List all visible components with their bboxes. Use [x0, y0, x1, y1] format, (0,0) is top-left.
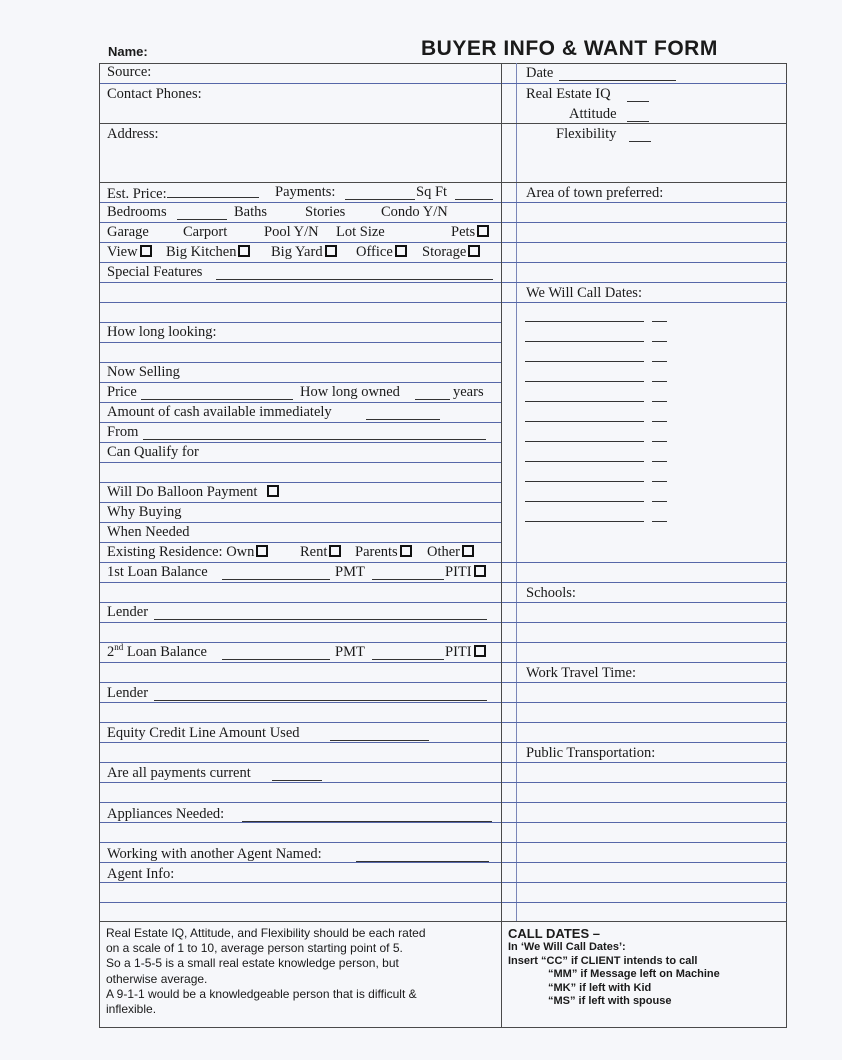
pool-label: Pool Y/N	[264, 224, 319, 240]
view-checkbox[interactable]	[140, 245, 152, 257]
price-label: Price	[107, 384, 137, 400]
rating-instructions	[106, 926, 496, 1017]
right-rule	[502, 762, 787, 763]
first-loan-piti-checkbox[interactable]	[474, 565, 486, 577]
why-buying-label: Why Buying	[107, 504, 182, 520]
parents-option: Parents	[355, 544, 412, 561]
own-option: Existing Residence: Own	[107, 544, 268, 560]
right-rule	[502, 682, 787, 683]
form-title: BUYER INFO & WANT FORM	[421, 37, 718, 60]
call-date-field[interactable]	[525, 421, 644, 422]
name-label: Name:	[108, 44, 148, 59]
call-code-field[interactable]	[652, 421, 667, 422]
right-rule	[502, 602, 787, 603]
balloon-label: Will Do Balloon Payment	[107, 484, 258, 500]
right-rule	[502, 123, 787, 124]
right-rule	[502, 742, 787, 743]
call-code-field[interactable]	[652, 521, 667, 522]
lender-1-field[interactable]	[154, 606, 487, 620]
carport-label: Carport	[183, 224, 228, 240]
left-rule	[100, 422, 501, 423]
right-rule	[502, 182, 787, 183]
call-date-field[interactable]	[525, 361, 644, 362]
left-rule	[100, 382, 501, 383]
left-rule	[100, 762, 501, 763]
left-rule	[100, 482, 501, 483]
years-field[interactable]	[415, 386, 450, 400]
flexibility-label: Flexibility	[556, 126, 617, 142]
garage-row	[107, 224, 476, 241]
call-date-field[interactable]	[525, 401, 644, 402]
right-rule	[502, 902, 787, 903]
another-agent-field[interactable]	[356, 848, 489, 862]
own-checkbox[interactable]	[256, 545, 268, 557]
big-kitchen-checkbox[interactable]	[238, 245, 250, 257]
now-selling-label: Now Selling	[107, 364, 180, 380]
left-rule	[100, 782, 501, 783]
right-rule	[502, 662, 787, 663]
right-rule	[502, 622, 787, 623]
flexibility-field[interactable]	[629, 128, 651, 142]
column-divider	[501, 63, 502, 1028]
right-rule	[502, 562, 787, 563]
stories-label: Stories	[305, 204, 346, 220]
condo-label: Condo Y/N	[381, 204, 448, 220]
source-label: Source:	[107, 64, 152, 80]
bedrooms-label: Bedrooms	[107, 204, 167, 220]
left-rule	[100, 902, 501, 903]
from-field[interactable]	[143, 426, 486, 440]
left-rule	[100, 442, 501, 443]
left-rule	[100, 362, 501, 363]
rating-note-line: inflexible.	[106, 1002, 157, 1017]
call-dates-legend-line: Insert “CC” if CLIENT intends to call	[508, 954, 698, 967]
attitude-label: Attitude	[569, 106, 617, 122]
right-rule	[502, 882, 787, 883]
call-code-field[interactable]	[652, 361, 667, 362]
call-date-field[interactable]	[525, 501, 644, 502]
work-travel-label: Work Travel Time:	[526, 665, 637, 681]
call-code-field[interactable]	[652, 401, 667, 402]
rating-note-line: A 9-1-1 would be a knowledgeable person that is difficult &	[106, 986, 417, 1001]
est-price-field[interactable]	[167, 184, 259, 198]
right-rule	[502, 242, 787, 243]
call-date-field[interactable]	[525, 321, 644, 322]
left-rule	[100, 842, 501, 843]
left-rule	[100, 83, 501, 84]
left-rule	[100, 582, 501, 583]
agent-info-label: Agent Info:	[107, 866, 175, 882]
column-divider-inner	[516, 63, 517, 921]
left-rule	[100, 182, 501, 183]
left-rule	[100, 342, 501, 343]
call-dates-heading: CALL DATES –	[508, 926, 600, 941]
call-code-field[interactable]	[652, 321, 667, 322]
public-transport-label: Public Transportation:	[526, 745, 656, 761]
left-rule	[100, 462, 501, 463]
contact-phones-label: Contact Phones:	[107, 86, 202, 102]
left-rule	[100, 282, 501, 283]
first-loan-pmt-field[interactable]	[372, 566, 444, 580]
sq-ft-label: Sq Ft	[416, 184, 448, 200]
first-loan-piti: PITI	[445, 564, 486, 581]
price-field[interactable]	[141, 386, 293, 400]
left-rule	[100, 542, 501, 543]
pets-label: Pets	[451, 224, 489, 241]
right-rule	[502, 802, 787, 803]
garage-label: Garage	[107, 224, 149, 240]
left-rule	[100, 262, 501, 263]
left-rule	[100, 562, 501, 563]
balloon-row	[107, 484, 279, 501]
first-loan-pmt-label: PMT	[335, 564, 365, 580]
rent-checkbox[interactable]	[329, 545, 341, 557]
attitude-field[interactable]	[627, 108, 649, 122]
second-loan-pmt-label: PMT	[335, 644, 365, 660]
rating-note-line: otherwise average.	[106, 971, 208, 986]
right-rule	[502, 782, 787, 783]
right-rule	[502, 222, 787, 223]
call-dates-legend-line: In ‘We Will Call Dates’:	[508, 941, 626, 953]
appliances-label: Appliances Needed:	[107, 806, 225, 822]
bedrooms-row	[107, 204, 448, 221]
call-date-field[interactable]	[525, 441, 644, 442]
call-code-field[interactable]	[652, 501, 667, 502]
date-field[interactable]	[559, 67, 676, 81]
big-yard-checkbox[interactable]	[325, 245, 337, 257]
office-checkbox[interactable]	[395, 245, 407, 257]
call-date-field[interactable]	[525, 461, 644, 462]
parents-checkbox[interactable]	[400, 545, 412, 557]
second-loan-label: 2nd Loan Balance	[107, 642, 207, 660]
cash-available-field[interactable]	[366, 406, 440, 420]
left-rule	[100, 722, 501, 723]
bedrooms-field[interactable]	[177, 206, 227, 220]
date-label: Date	[526, 65, 554, 81]
features-row	[107, 244, 467, 261]
right-rule	[502, 282, 787, 283]
rating-note-line: So a 1-5-5 is a small real estate knowledge person, but	[106, 956, 399, 971]
other-option: Other	[427, 544, 474, 561]
payments-label: Payments:	[275, 184, 336, 200]
how-long-looking-label: How long looking:	[107, 324, 217, 340]
can-qualify-label: Can Qualify for	[107, 444, 199, 460]
call-dates-legend-line: “MK” if left with Kid	[548, 981, 652, 994]
right-rule	[502, 921, 787, 922]
second-loan-field[interactable]	[222, 646, 330, 660]
real-estate-iq-label: Real Estate IQ	[526, 86, 611, 102]
special-features-label: Special Features	[107, 264, 203, 280]
left-rule	[100, 222, 501, 223]
address-label: Address:	[107, 126, 159, 142]
sq-ft-field[interactable]	[455, 186, 493, 200]
payments-field[interactable]	[345, 186, 415, 200]
payments-current-label: Are all payments current	[107, 765, 251, 781]
right-rule	[502, 302, 787, 303]
left-rule	[100, 642, 501, 643]
right-rule	[502, 722, 787, 723]
call-date-field[interactable]	[525, 341, 644, 342]
right-rule	[502, 83, 787, 84]
call-date-field[interactable]	[525, 521, 644, 522]
lender-2-field[interactable]	[154, 687, 487, 701]
another-agent-label: Working with another Agent Named:	[107, 846, 322, 862]
left-rule	[100, 702, 501, 703]
left-rule	[100, 502, 501, 503]
left-rule	[100, 742, 501, 743]
left-rule	[100, 662, 501, 663]
price-row	[107, 384, 484, 401]
left-rule	[100, 921, 501, 922]
left-rule	[100, 802, 501, 803]
office-option: Office	[356, 244, 407, 261]
pets-checkbox[interactable]	[477, 225, 489, 237]
first-loan-field[interactable]	[222, 566, 330, 580]
other-checkbox[interactable]	[462, 545, 474, 557]
first-loan-label: 1st Loan Balance	[107, 564, 208, 580]
call-code-field[interactable]	[652, 461, 667, 462]
call-dates-legend	[508, 926, 784, 1009]
view-option: View	[107, 244, 152, 260]
big-yard-option: Big Yard	[271, 244, 337, 261]
baths-label: Baths	[234, 204, 268, 220]
second-loan-pmt-field[interactable]	[372, 646, 444, 660]
call-code-field[interactable]	[652, 441, 667, 442]
storage-checkbox[interactable]	[468, 245, 480, 257]
call-date-field[interactable]	[525, 381, 644, 382]
special-features-row	[107, 264, 202, 281]
years-label: years	[453, 384, 484, 400]
right-rule	[502, 862, 787, 863]
second-loan-row	[107, 642, 472, 661]
call-date-field[interactable]	[525, 481, 644, 482]
rating-note-line: on a scale of 1 to 10, average person starting point of 5.	[106, 941, 403, 956]
when-needed-label: When Needed	[107, 524, 190, 540]
left-rule	[100, 682, 501, 683]
right-rule	[502, 582, 787, 583]
big-kitchen-option: Big Kitchen	[166, 244, 250, 261]
schools-label: Schools:	[526, 585, 576, 601]
right-rule	[502, 842, 787, 843]
equity-field[interactable]	[330, 727, 429, 741]
left-rule	[100, 602, 501, 603]
lender-2-label: Lender	[107, 685, 149, 701]
call-dates-label: We Will Call Dates:	[526, 285, 642, 301]
call-code-field[interactable]	[652, 341, 667, 342]
left-rule	[100, 622, 501, 623]
right-rule	[502, 822, 787, 823]
how-long-owned-label: How long owned	[300, 384, 400, 400]
left-rule	[100, 522, 501, 523]
rent-option: Rent	[300, 544, 341, 561]
right-rule	[502, 642, 787, 643]
storage-option: Storage	[422, 244, 480, 261]
existing-residence-row	[107, 544, 461, 561]
first-loan-row	[107, 564, 472, 581]
second-loan-piti: PITI	[445, 644, 486, 661]
call-code-field[interactable]	[652, 381, 667, 382]
left-rule	[100, 402, 501, 403]
left-rule	[100, 123, 501, 124]
left-rule	[100, 302, 501, 303]
special-features-field[interactable]	[216, 266, 493, 280]
real-estate-iq-field[interactable]	[627, 88, 649, 102]
left-rule	[100, 322, 501, 323]
appliances-field[interactable]	[242, 808, 492, 822]
lender-1-label: Lender	[107, 604, 149, 620]
call-dates-legend-line: “MM” if Message left on Machine	[548, 968, 720, 980]
equity-label: Equity Credit Line Amount Used	[107, 725, 300, 741]
est-price-label: Est. Price:	[107, 186, 167, 202]
call-dates-legend-line: “MS” if left with spouse	[548, 995, 672, 1007]
balloon-checkbox[interactable]	[267, 485, 279, 497]
lot-size-label: Lot Size	[336, 224, 385, 240]
right-rule	[502, 702, 787, 703]
cash-available-label: Amount of cash available immediately	[107, 404, 332, 420]
call-code-field[interactable]	[652, 481, 667, 482]
right-rule	[502, 202, 787, 203]
area-of-town-label: Area of town preferred:	[526, 185, 664, 201]
right-rule	[502, 262, 787, 263]
rating-note-line: Real Estate IQ, Attitude, and Flexibility should be each rated	[106, 926, 426, 940]
left-rule	[100, 242, 501, 243]
second-loan-piti-checkbox[interactable]	[474, 645, 486, 657]
from-label: From	[107, 424, 139, 440]
est-price-row	[107, 184, 448, 203]
payments-current-field[interactable]	[272, 767, 322, 781]
